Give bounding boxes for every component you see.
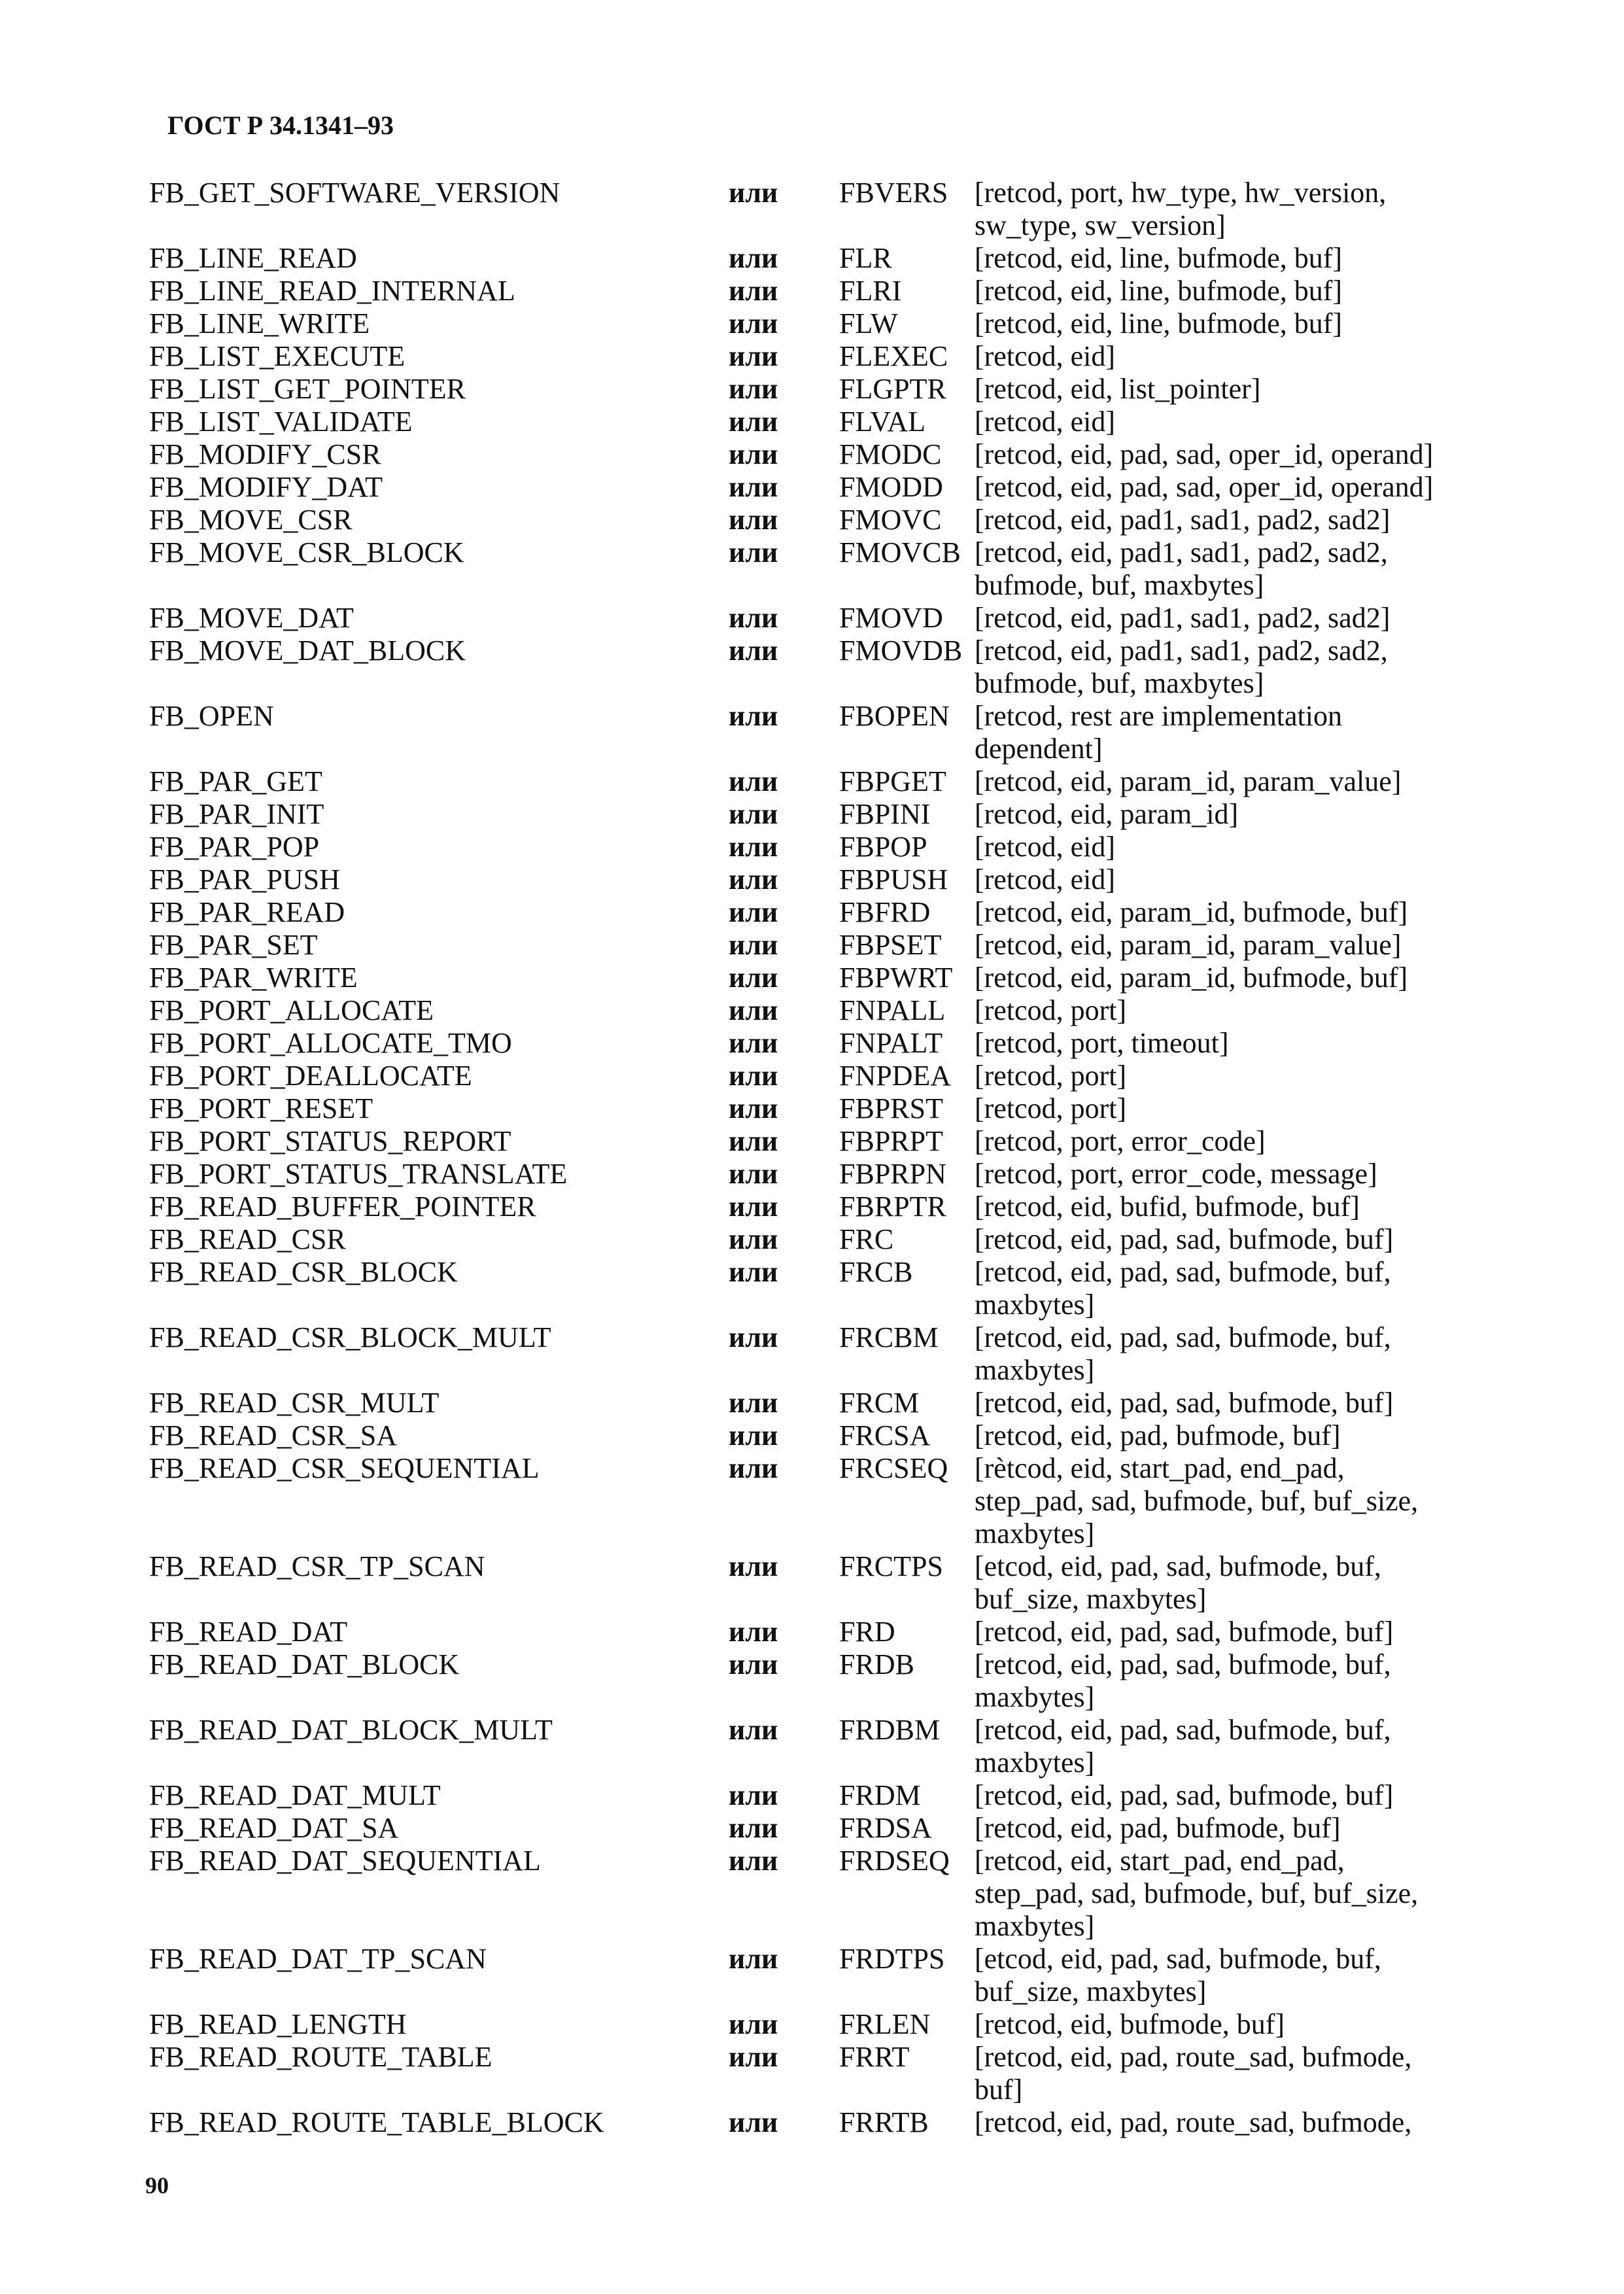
or-word: или — [729, 994, 778, 1026]
function-abbreviation: FBOPEN — [839, 700, 950, 732]
function-abbreviation: FLR — [839, 242, 892, 274]
function-abbreviation: FNPALL — [839, 994, 946, 1026]
function-name: FB_MOVE_CSR_BLOCK — [149, 536, 464, 568]
function-arguments: [retcod, eid, line, bufmode, buf] — [975, 242, 1343, 274]
function-arguments: [retcod, eid, pad, sad, bufmode, buf] — [975, 1387, 1394, 1419]
function-arguments: [etcod, eid, pad, sad, bufmode, buf, — [975, 1550, 1381, 1582]
function-abbreviation: FRDB — [839, 1648, 914, 1680]
function-entry — [149, 1158, 1542, 1190]
or-word: или — [729, 1256, 778, 1288]
function-abbreviation: FRCM — [839, 1387, 920, 1419]
function-name: FB_READ_ROUTE_TABLE — [149, 2041, 492, 2073]
function-abbreviation: FBPRPN — [839, 1158, 946, 1190]
function-arguments: [retcod, port] — [975, 1092, 1127, 1124]
function-entry — [149, 1714, 1542, 1747]
or-word: или — [729, 929, 778, 961]
function-arguments: bufmode, buf, maxbytes] — [975, 667, 1264, 699]
function-name: FB_PORT_STATUS_REPORT — [149, 1125, 511, 1157]
function-arguments: [retcod, eid, param_id, param_value] — [975, 765, 1402, 797]
or-word: или — [729, 1092, 778, 1124]
function-name: FB_READ_ROUTE_TABLE_BLOCK — [149, 2106, 604, 2138]
function-name: FB_READ_CSR_SA — [149, 1419, 398, 1451]
function-entry — [149, 471, 1542, 504]
function-name: FB_LIST_VALIDATE — [149, 406, 413, 438]
function-arguments: [retcod, port, error_code, message] — [975, 1158, 1377, 1190]
or-word: или — [729, 307, 778, 339]
function-entry — [149, 406, 1542, 438]
function-abbreviation: FLGPTR — [839, 373, 946, 405]
or-word: или — [729, 1125, 778, 1157]
function-name: FB_READ_LENGTH — [149, 2008, 407, 2040]
function-abbreviation: FLRI — [839, 275, 902, 307]
function-name: FB_LIST_GET_POINTER — [149, 373, 466, 405]
function-abbreviation: FBPRST — [839, 1092, 943, 1124]
function-entry — [149, 634, 1542, 667]
function-name: FB_GET_SOFTWARE_VERSION — [149, 177, 561, 209]
function-arguments: [retcod, eid, start_pad, end_pad, — [975, 1845, 1345, 1877]
function-abbreviation: FRDM — [839, 1779, 921, 1811]
function-arguments: maxbytes] — [975, 1681, 1095, 1713]
function-entry — [149, 2008, 1542, 2041]
function-name: FB_READ_DAT_BLOCK_MULT — [149, 1714, 553, 1746]
function-arguments: [retcod, eid, param_id, bufmode, buf] — [975, 896, 1408, 928]
or-word: или — [729, 831, 778, 863]
function-abbreviation: FBPOP — [839, 831, 927, 863]
or-word: или — [729, 471, 778, 503]
or-word: или — [729, 798, 778, 830]
function-arguments: [retcod, eid] — [975, 863, 1115, 895]
function-arguments: [retcod, eid, line, bufmode, buf] — [975, 307, 1343, 339]
function-arguments: [retcod, eid, list_pointer] — [975, 373, 1261, 405]
function-name: FB_LINE_READ — [149, 242, 357, 274]
function-abbreviation: FRCSA — [839, 1419, 931, 1451]
or-word: или — [729, 1452, 778, 1484]
function-name: FB_LINE_READ_INTERNAL — [149, 275, 515, 307]
function-entry-continuation — [149, 1975, 1542, 2008]
function-entry — [149, 1060, 1542, 1092]
function-entry — [149, 1943, 1542, 1975]
function-arguments: [retcod, rest are implementation — [975, 700, 1342, 732]
function-abbreviation: FRLEN — [839, 2008, 931, 2040]
or-word: или — [729, 1648, 778, 1680]
or-word: или — [729, 1616, 778, 1648]
function-entry — [149, 1616, 1542, 1648]
function-arguments: [retcod, port] — [975, 1060, 1127, 1092]
function-arguments: [retcod, port, timeout] — [975, 1027, 1229, 1059]
function-arguments: [retcod, eid] — [975, 831, 1115, 863]
function-entry-continuation — [149, 209, 1542, 242]
or-word: или — [729, 1550, 778, 1582]
function-abbreviation: FRCTPS — [839, 1550, 943, 1582]
function-arguments: [retcod, eid, pad1, sad1, pad2, sad2] — [975, 602, 1391, 634]
function-abbreviation: FRDBM — [839, 1714, 941, 1746]
function-arguments: [retcod, eid, pad, route_sad, bufmode, — [975, 2041, 1412, 2073]
function-arguments: [retcod, eid, bufmode, buf] — [975, 2008, 1285, 2040]
function-entry-continuation — [149, 1289, 1542, 1321]
function-abbreviation: FMOVCB — [839, 536, 961, 568]
function-entry — [149, 765, 1542, 798]
function-name: FB_READ_CSR — [149, 1223, 346, 1255]
function-name: FB_READ_DAT_SEQUENTIAL — [149, 1845, 541, 1877]
or-word: или — [729, 406, 778, 438]
function-arguments: step_pad, sad, bufmode, buf, buf_size, — [975, 1485, 1419, 1517]
function-abbreviation: FBPSET — [839, 929, 942, 961]
or-word: или — [729, 1387, 778, 1419]
function-arguments: [retcod, eid, pad, sad, oper_id, operand] — [975, 438, 1434, 470]
or-word: или — [729, 275, 778, 307]
function-abbreviation: FMOVD — [839, 602, 943, 634]
function-entry — [149, 438, 1542, 471]
function-arguments: buf_size, maxbytes] — [975, 1583, 1207, 1615]
function-entry — [149, 602, 1542, 634]
or-word: или — [729, 700, 778, 732]
function-abbreviation: FBPINI — [839, 798, 931, 830]
function-abbreviation: FBRPTR — [839, 1190, 946, 1223]
function-entry — [149, 1812, 1542, 1845]
function-entry — [149, 275, 1542, 307]
function-abbreviation: FBPGET — [839, 765, 946, 797]
function-arguments: maxbytes] — [975, 1518, 1095, 1550]
function-abbreviation: FRCSEQ — [839, 1452, 948, 1484]
function-name: FB_MODIFY_CSR — [149, 438, 381, 470]
function-entry — [149, 863, 1542, 896]
function-abbreviation: FRCBM — [839, 1321, 939, 1353]
function-name: FB_PORT_ALLOCATE — [149, 994, 434, 1026]
function-entry — [149, 1125, 1542, 1158]
or-word: или — [729, 373, 778, 405]
or-word: или — [729, 896, 778, 928]
function-arguments: [retcod, eid, param_id, bufmode, buf] — [975, 962, 1408, 994]
function-abbreviation: FMOVDB — [839, 634, 963, 667]
function-abbreviation: FLVAL — [839, 406, 926, 438]
function-name: FB_READ_DAT_SA — [149, 1812, 399, 1844]
function-entry — [149, 1190, 1542, 1223]
function-entry — [149, 929, 1542, 962]
function-entry — [149, 1779, 1542, 1812]
function-entry — [149, 2041, 1542, 2074]
function-entry — [149, 994, 1542, 1027]
or-word: или — [729, 340, 778, 372]
or-word: или — [729, 504, 778, 536]
function-name: FB_PORT_RESET — [149, 1092, 373, 1124]
function-arguments: [retcod, eid, pad, sad, bufmode, buf, — [975, 1714, 1391, 1746]
function-entry — [149, 504, 1542, 536]
function-abbreviation: FBVERS — [839, 177, 948, 209]
function-arguments: [retcod, eid, pad, bufmode, buf] — [975, 1812, 1341, 1844]
function-arguments: [retcod, eid, param_id] — [975, 798, 1239, 830]
function-entry-continuation — [149, 667, 1542, 700]
document-header: ГОСТ Р 34.1341–93 — [167, 111, 394, 140]
function-name: FB_READ_CSR_BLOCK — [149, 1256, 458, 1288]
function-entry — [149, 1845, 1542, 1877]
function-entry-continuation — [149, 1910, 1542, 1943]
function-arguments: [retcod, port, hw_type, hw_version, — [975, 177, 1387, 209]
or-word: или — [729, 1321, 778, 1353]
or-word: или — [729, 438, 778, 470]
function-entry — [149, 831, 1542, 863]
function-entry — [149, 307, 1542, 340]
function-name: FB_PAR_PUSH — [149, 863, 340, 895]
function-abbreviation: FBPRPT — [839, 1125, 943, 1157]
function-entry — [149, 700, 1542, 733]
function-name: FB_READ_DAT_BLOCK — [149, 1648, 460, 1680]
function-name: FB_READ_CSR_TP_SCAN — [149, 1550, 485, 1582]
function-arguments: [retcod, eid, pad1, sad1, pad2, sad2, — [975, 634, 1388, 667]
function-name: FB_PORT_ALLOCATE_TMO — [149, 1027, 512, 1059]
function-arguments: [retcod, eid, pad, sad, bufmode, buf, — [975, 1648, 1391, 1680]
function-name: FB_READ_DAT_TP_SCAN — [149, 1943, 487, 1975]
function-entry — [149, 1256, 1542, 1289]
function-arguments: [retcod, eid, pad, bufmode, buf] — [975, 1419, 1341, 1451]
function-arguments: maxbytes] — [975, 1747, 1095, 1779]
function-arguments: [retcod, port, error_code] — [975, 1125, 1266, 1157]
page-number: 90 — [145, 2172, 169, 2198]
function-abbreviation: FRRTB — [839, 2106, 929, 2138]
function-abbreviation: FNPDEA — [839, 1060, 952, 1092]
function-abbreviation: FRDSEQ — [839, 1845, 950, 1877]
or-word: или — [729, 634, 778, 667]
function-name: FB_PORT_STATUS_TRANSLATE — [149, 1158, 568, 1190]
function-entry-continuation — [149, 569, 1542, 602]
function-name: FB_PAR_GET — [149, 765, 322, 797]
function-name: FB_PAR_SET — [149, 929, 318, 961]
function-entry — [149, 896, 1542, 929]
function-entry — [149, 1223, 1542, 1256]
or-word: или — [729, 2041, 778, 2073]
function-abbreviation: FBFRD — [839, 896, 931, 928]
function-entry — [149, 2106, 1542, 2139]
function-arguments: [retcod, eid, line, bufmode, buf] — [975, 275, 1343, 307]
function-entry-continuation — [149, 2074, 1542, 2106]
function-abbreviation: FRC — [839, 1223, 894, 1255]
function-arguments: maxbytes] — [975, 1354, 1095, 1386]
function-abbreviation: FRD — [839, 1616, 895, 1648]
function-arguments: buf] — [975, 2074, 1023, 2106]
function-arguments: maxbytes] — [975, 1289, 1095, 1321]
or-word: или — [729, 1812, 778, 1844]
function-arguments: [retcod, eid, pad, route_sad, bufmode, — [975, 2106, 1412, 2138]
function-abbreviation: FRCB — [839, 1256, 913, 1288]
or-word: или — [729, 1419, 778, 1451]
function-arguments: [etcod, eid, pad, sad, bufmode, buf, — [975, 1943, 1381, 1975]
function-arguments: sw_type, sw_version] — [975, 209, 1226, 241]
function-abbreviation: FRDSA — [839, 1812, 932, 1844]
function-abbreviation: FBPWRT — [839, 962, 953, 994]
function-arguments: bufmode, buf, maxbytes] — [975, 569, 1264, 601]
function-entry — [149, 242, 1542, 275]
function-abbreviation: FLW — [839, 307, 898, 339]
function-entry — [149, 1387, 1542, 1419]
function-name: FB_READ_DAT_MULT — [149, 1779, 441, 1811]
function-entry — [149, 1027, 1542, 1060]
function-arguments: [retcod, eid, pad1, sad1, pad2, sad2, — [975, 536, 1388, 568]
function-arguments: maxbytes] — [975, 1910, 1095, 1942]
or-word: или — [729, 962, 778, 994]
function-entry — [149, 1648, 1542, 1681]
function-entry-continuation — [149, 1583, 1542, 1616]
function-arguments: [retcod, eid, pad, sad, oper_id, operand] — [975, 471, 1434, 503]
function-abbreviation: FMODC — [839, 438, 942, 470]
function-entry-continuation — [149, 1877, 1542, 1910]
function-arguments: [retcod, eid, pad, sad, bufmode, buf] — [975, 1616, 1394, 1648]
or-word: или — [729, 1223, 778, 1255]
function-list — [149, 177, 1542, 2139]
or-word: или — [729, 2106, 778, 2138]
function-arguments: [rètcod, eid, start_pad, end_pad, — [975, 1452, 1345, 1484]
function-name: FB_MODIFY_DAT — [149, 471, 383, 503]
function-entry-continuation — [149, 733, 1542, 765]
function-entry — [149, 962, 1542, 994]
or-word: или — [729, 2008, 778, 2040]
function-name: FB_MOVE_DAT — [149, 602, 354, 634]
function-entry-continuation — [149, 1354, 1542, 1387]
or-word: или — [729, 1943, 778, 1975]
function-name: FB_READ_BUFFER_POINTER — [149, 1190, 536, 1223]
or-word: или — [729, 177, 778, 209]
function-name: FB_READ_CSR_MULT — [149, 1387, 440, 1419]
function-name: FB_LIST_EXECUTE — [149, 340, 406, 372]
function-entry — [149, 1321, 1542, 1354]
function-abbreviation: FMOVC — [839, 504, 942, 536]
or-word: или — [729, 1779, 778, 1811]
function-abbreviation: FLEXEC — [839, 340, 948, 372]
function-name: FB_READ_CSR_SEQUENTIAL — [149, 1452, 540, 1484]
function-arguments: [retcod, eid, pad, sad, bufmode, buf] — [975, 1223, 1394, 1255]
function-abbreviation: FBPUSH — [839, 863, 948, 895]
function-arguments: buf_size, maxbytes] — [975, 1975, 1207, 2007]
or-word: или — [729, 1845, 778, 1877]
function-entry — [149, 1092, 1542, 1125]
function-name: FB_PORT_DEALLOCATE — [149, 1060, 472, 1092]
function-arguments: [retcod, port] — [975, 994, 1127, 1026]
or-word: или — [729, 242, 778, 274]
function-name: FB_OPEN — [149, 700, 274, 732]
function-arguments: dependent] — [975, 733, 1103, 765]
function-entry-continuation — [149, 1747, 1542, 1779]
function-arguments: [retcod, eid, pad, sad, bufmode, buf] — [975, 1779, 1394, 1811]
or-word: или — [729, 863, 778, 895]
function-arguments: [retcod, eid] — [975, 406, 1115, 438]
function-name: FB_LINE_WRITE — [149, 307, 370, 339]
function-name: FB_MOVE_DAT_BLOCK — [149, 634, 466, 667]
function-entry — [149, 1452, 1542, 1485]
or-word: или — [729, 536, 778, 568]
or-word: или — [729, 1190, 778, 1223]
function-entry — [149, 798, 1542, 831]
function-arguments: [retcod, eid] — [975, 340, 1115, 372]
function-name: FB_READ_DAT — [149, 1616, 348, 1648]
function-arguments: step_pad, sad, bufmode, buf, buf_size, — [975, 1877, 1419, 1909]
function-name: FB_MOVE_CSR — [149, 504, 353, 536]
function-entry-continuation — [149, 1485, 1542, 1518]
or-word: или — [729, 1714, 778, 1746]
or-word: или — [729, 1060, 778, 1092]
function-name: FB_READ_CSR_BLOCK_MULT — [149, 1321, 551, 1353]
function-arguments: [retcod, eid, pad, sad, bufmode, buf, — [975, 1256, 1391, 1288]
function-entry — [149, 340, 1542, 373]
or-word: или — [729, 1027, 778, 1059]
or-word: или — [729, 1158, 778, 1190]
function-name: FB_PAR_WRITE — [149, 962, 358, 994]
function-entry — [149, 1419, 1542, 1452]
function-name: FB_PAR_POP — [149, 831, 320, 863]
function-abbreviation: FRRT — [839, 2041, 910, 2073]
function-entry — [149, 177, 1542, 209]
or-word: или — [729, 765, 778, 797]
or-word: или — [729, 602, 778, 634]
function-entry-continuation — [149, 1518, 1542, 1550]
function-name: FB_PAR_READ — [149, 896, 345, 928]
function-abbreviation: FNPALT — [839, 1027, 943, 1059]
function-entry — [149, 373, 1542, 406]
function-arguments: [retcod, eid, param_id, param_value] — [975, 929, 1402, 961]
function-abbreviation: FRDTPS — [839, 1943, 945, 1975]
function-arguments: [retcod, eid, pad1, sad1, pad2, sad2] — [975, 504, 1391, 536]
function-abbreviation: FMODD — [839, 471, 943, 503]
function-entry-continuation — [149, 1681, 1542, 1714]
function-arguments: [retcod, eid, bufid, bufmode, buf] — [975, 1190, 1360, 1223]
function-arguments: [retcod, eid, pad, sad, bufmode, buf, — [975, 1321, 1391, 1353]
function-name: FB_PAR_INIT — [149, 798, 324, 830]
function-entry — [149, 536, 1542, 569]
function-entry — [149, 1550, 1542, 1583]
